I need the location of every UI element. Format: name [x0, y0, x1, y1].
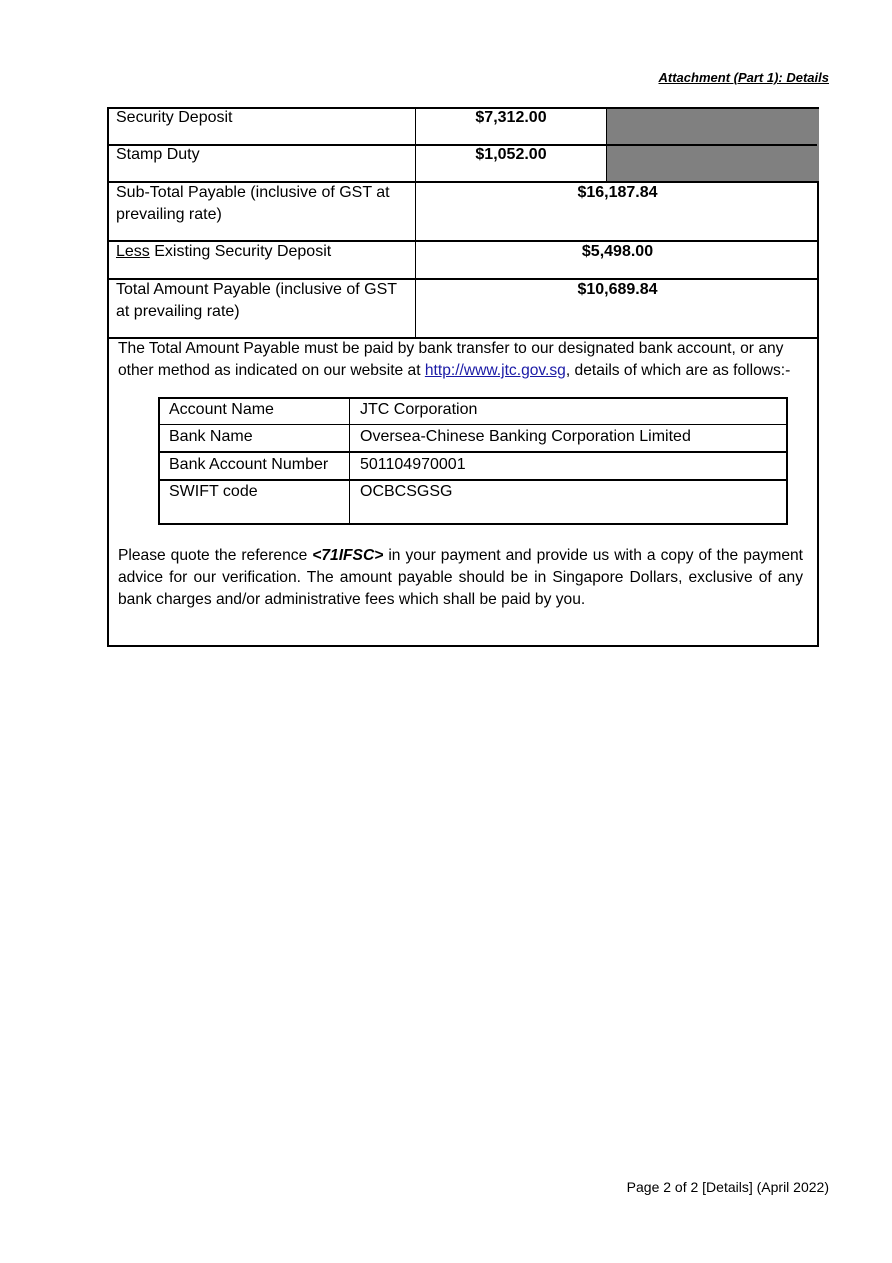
row-divider	[160, 479, 786, 481]
bank-value: 501104970001	[360, 456, 466, 473]
charge-label: Security Deposit	[116, 109, 233, 126]
label-rest: Existing Security Deposit	[149, 243, 332, 260]
charge-amount: $10,689.84	[577, 281, 658, 298]
page-footer: Page 2 of 2 [Details] (April 2022)	[626, 1179, 829, 1195]
charges-table	[107, 107, 819, 647]
charge-label	[116, 241, 331, 263]
bank-details-table	[158, 397, 788, 525]
charge-amount: $16,187.84	[577, 184, 658, 201]
row-divider	[160, 424, 786, 425]
payment-reference-note	[118, 545, 803, 611]
bank-label: Bank Account Number	[169, 456, 329, 473]
note-text: Please quote the reference	[118, 547, 313, 564]
bank-label: SWIFT code	[169, 483, 258, 500]
note-text-end: in your payment and provide us with a copy of the payment advice for our verification. The amount payable should be in Singapore Dollars, exclusive of any bank charges and/or administrative fees which shall be paid by you.	[118, 547, 804, 608]
charge-label: Total Amount Payable (inclusive of GST at prevailing rate)	[116, 281, 397, 320]
attachment-title: Attachment (Part 1): Details	[658, 70, 829, 85]
bank-label: Account Name	[169, 401, 274, 418]
intro-text-end: , details of which are as follows:-	[565, 362, 791, 379]
payment-reference: <71IFSC>	[312, 547, 384, 564]
bank-label: Bank Name	[169, 428, 253, 445]
payment-instructions	[118, 338, 808, 382]
charge-amount: $1,052.00	[475, 146, 547, 163]
column-divider	[349, 399, 350, 523]
bank-value: OCBCSGSG	[360, 483, 453, 500]
less-label: Less	[116, 243, 150, 260]
row-divider	[160, 451, 786, 453]
charge-label: Stamp Duty	[116, 146, 200, 163]
column-divider	[606, 109, 607, 181]
charge-label: Sub-Total Payable (inclusive of GST at prevailing rate)	[116, 184, 390, 223]
charge-amount: $5,498.00	[581, 243, 654, 260]
charge-amount: $7,312.00	[475, 109, 547, 126]
intro-text: The Total Amount Payable must be paid by bank transfer to our designated bank account, or any other method as indicated on our website at	[118, 340, 784, 379]
website-link[interactable]: http://www.jtc.gov.sg	[424, 362, 566, 379]
bank-value: JTC Corporation	[360, 401, 478, 418]
bank-value: Oversea-Chinese Banking Corporation Limited	[360, 428, 691, 445]
